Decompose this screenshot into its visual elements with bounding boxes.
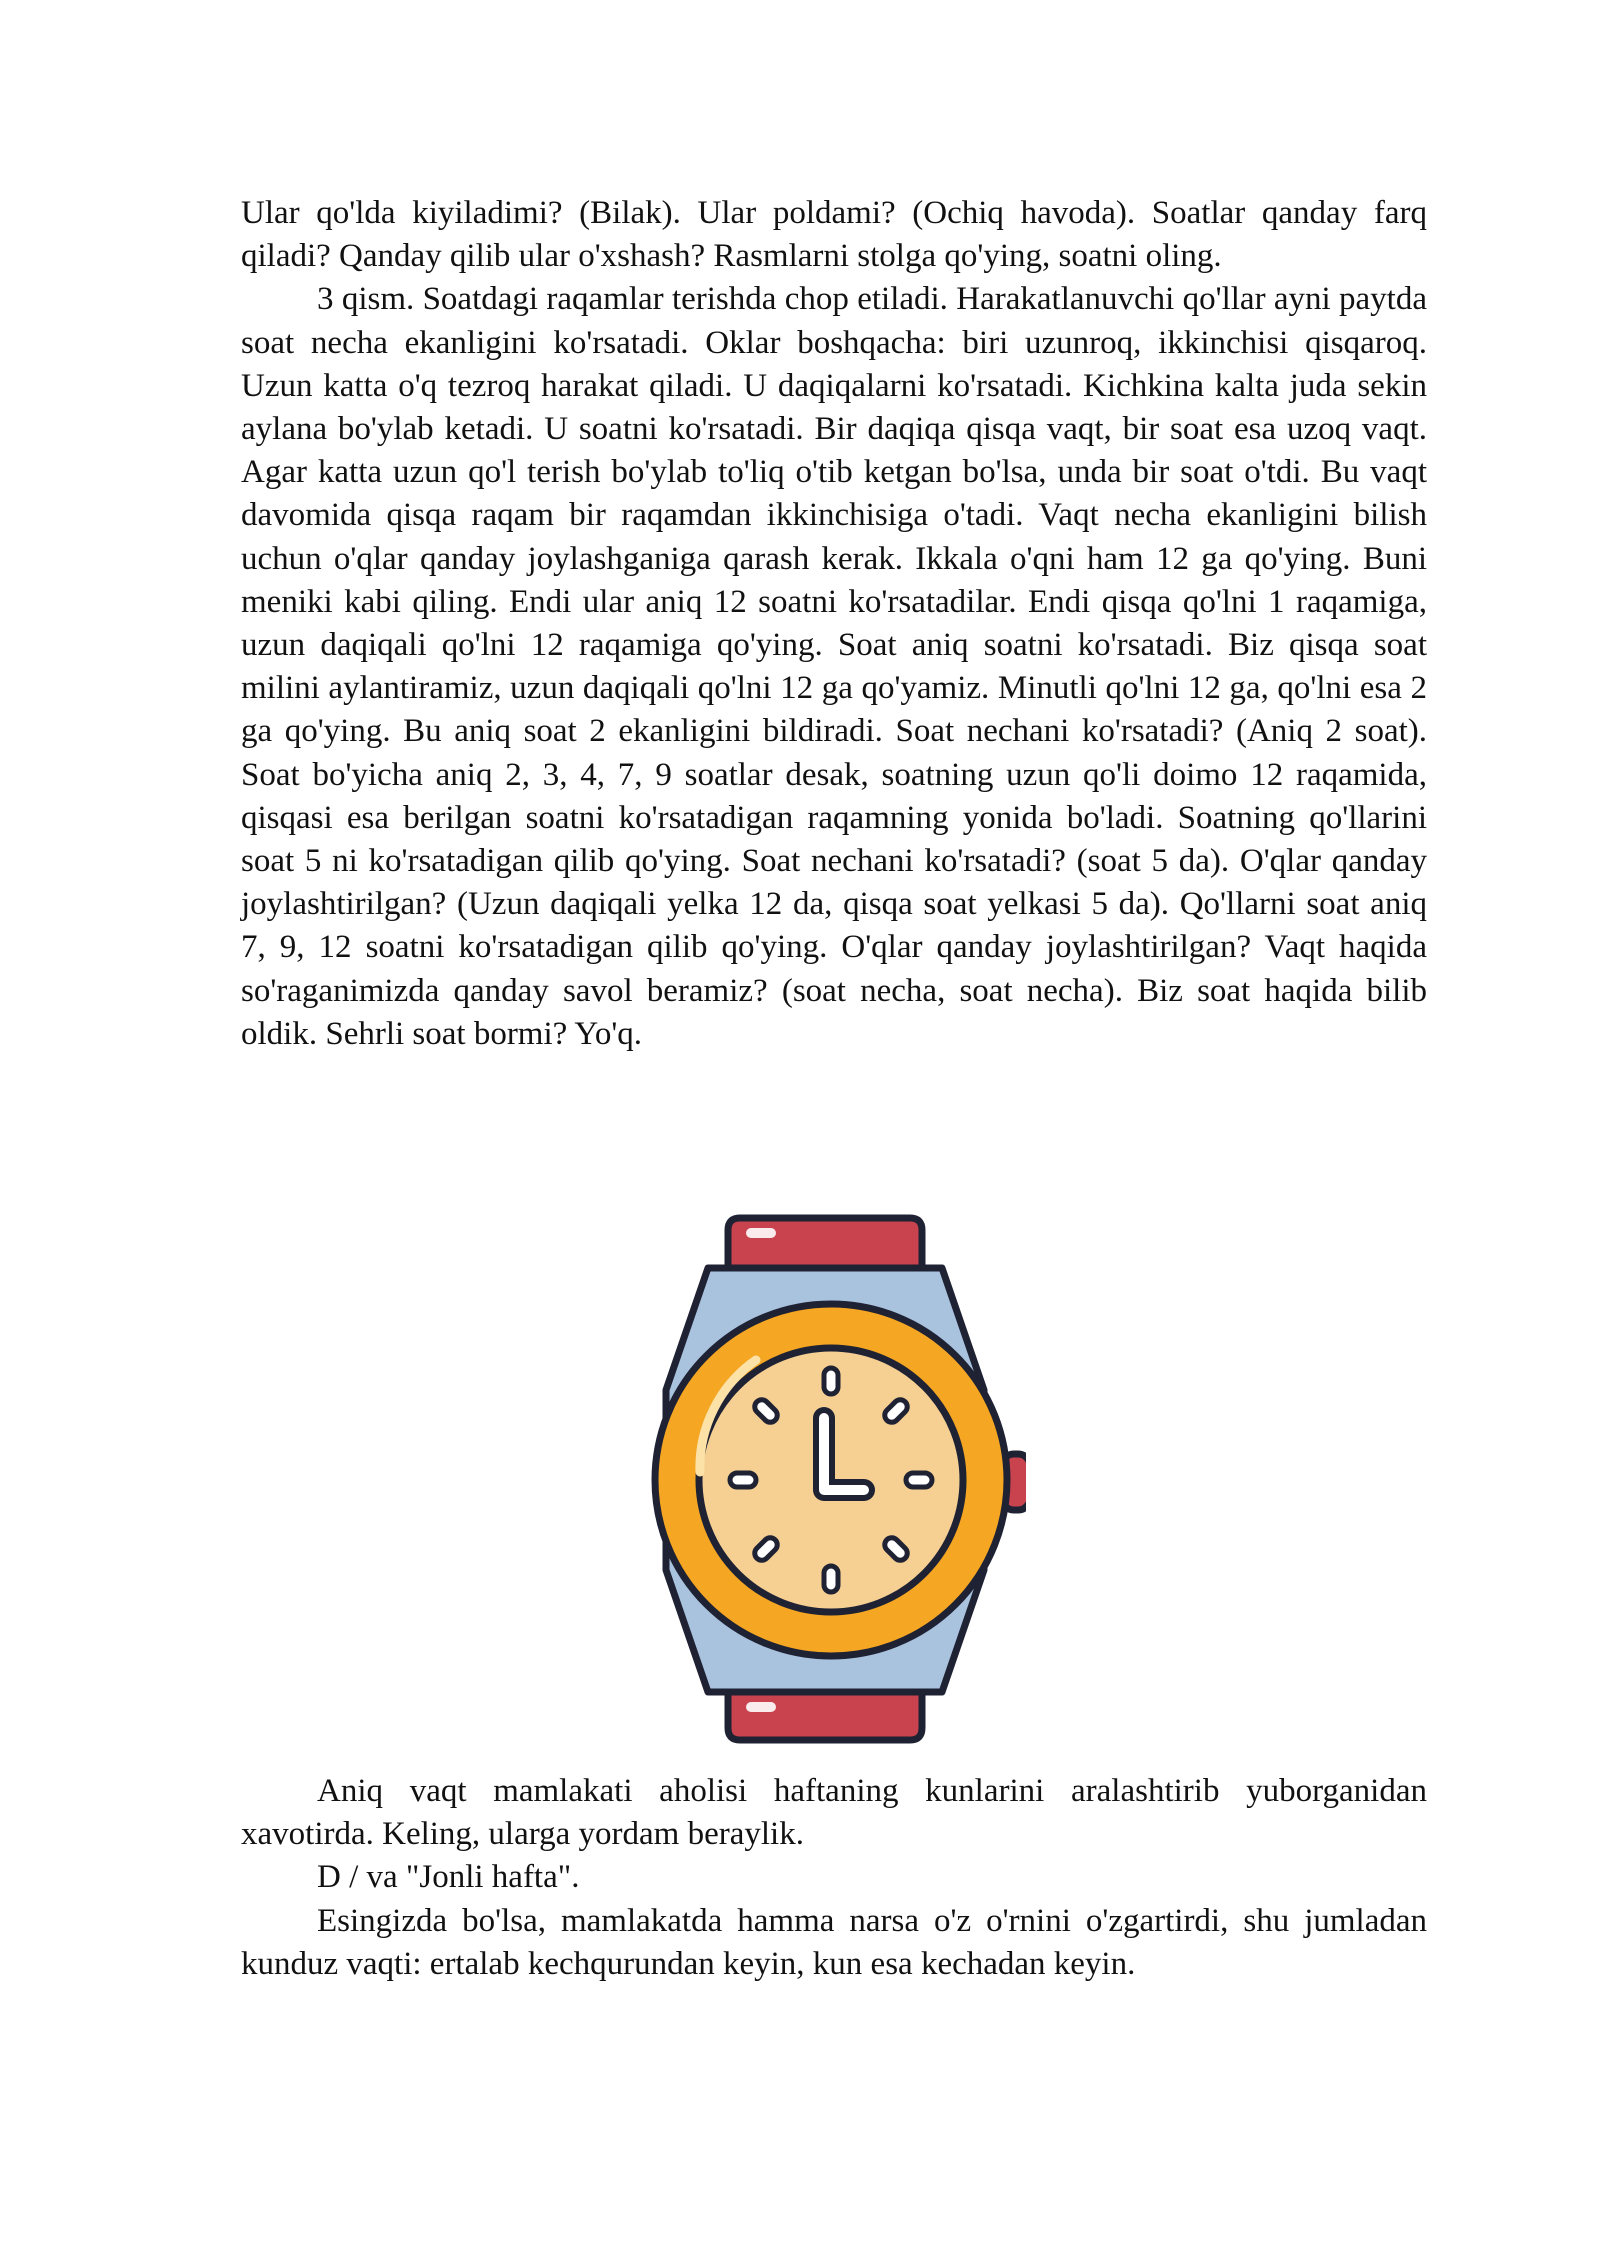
marker-9 [730, 1473, 756, 1487]
paragraph-time-country: Aniq vaqt mamlakati aholisi haftaning kunlarini aralashtirib yuborganidan xavotirda. Keling, ularga yordam beraylik. [241, 1773, 1427, 1853]
paragraph-part-3: 3 qism. Soatdagi raqamlar terishda chop etiladi. Harakatlanuvchi qo'llar ayni paytda soat necha ekanligini ko'rsatadi. Oklar boshqacha: biri uzunroq, ikkinchisi qisqaroq. Uzun katta o'q tezroq harakat qiladi. U daqiqalarni ko'rsatadi. Kichkina kalta juda sekin aylana bo'ylab ketadi. U soatni ko'rsatadi. Bir daqiqa qisqa vaqt, bir soat esa uzoq vaqt. Agar katta uzun qo'l terish bo'ylab to'liq o'tib ketgan bo'lsa, unda bir soat o'tdi. Bu vaqt davomida qisqa raqam bir raqamdan ikkinchisiga o'tadi. Vaqt necha ekanligini bilish uchun o'qlar qanday joylashganiga qarash kerak. Ikkala o'qni ham 12 ga qo'ying. Buni meniki kabi qiling. Endi ular aniq 12 soatni ko'rsatadilar. Endi qisqa qo'lni 1 raqamiga, uzun daqiqali qo'lni 12 raqamiga qo'ying. Soat aniq soatni ko'rsatadi. Biz qisqa soat milini aylantiramiz, uzun daqiqali qo'lni 12 ga qo'yamiz. Minutli qo'lni 12 ga, qo'lni esa 2 ga qo'ying. Bu aniq soat 2 ekanligini bildiradi. Soat nechani ko'rsatadi? (Aniq 2 soat). Soat bo'yicha aniq 2, 3, 4, 7, 9 soatlar desak, soatning uzun qo'li doimo 12 raqamida, qisqasi esa berilgan soatni ko'rsatadigan raqamning yonida bo'ladi. Soatning qo'llarini soat 5 ni ko'rsatadigan qilib qo'ying. Soat nechani ko'rsatadi? (soat 5 da). O'qlar qanday joylashtirilgan? (Uzun daqiqali yelka 12 da, qisqa soat yelkasi 5 da). Qo'llarni soat aniq 7, 9, 12 soatni ko'rsatadigan qilib qo'ying. O'qlar qanday joylashtirilgan? Vaqt haqida so'raganimizda qanday savol beramiz? (soat necha, soat necha). Biz soat haqida bilib oldik. Sehrli soat bormi? Yo'q. [241, 281, 1427, 1052]
paragraph-game-title: D / va "Jonli hafta". [317, 1859, 580, 1896]
marker-3 [906, 1473, 932, 1487]
wristwatch-icon [636, 1210, 1026, 1750]
top-text-block [241, 192, 1427, 1056]
top-strap [728, 1218, 922, 1272]
bottom-text-block [241, 1770, 1427, 1986]
paragraph-remember: Esingizda bo'lsa, mamlakatda hamma narsa o'z o'rnini o'zgartirdi, shu jumladan kunduz vaqti: ertalab kechqurundan keyin, kun esa kechadan keyin. [241, 1902, 1427, 1982]
bottom-strap [728, 1688, 922, 1740]
paragraph-intro-questions: Ular qo'lda kiyiladimi? (Bilak). Ular poldami? (Ochiq havoda). Soatlar qanday farq qiladi? Qanday qilib ular o'xshash? Rasmlarni stolga qo'ying, soatni oling. [241, 195, 1427, 275]
marker-12 [824, 1368, 838, 1394]
marker-6 [824, 1566, 838, 1592]
wristwatch-illustration [636, 1210, 1026, 1750]
